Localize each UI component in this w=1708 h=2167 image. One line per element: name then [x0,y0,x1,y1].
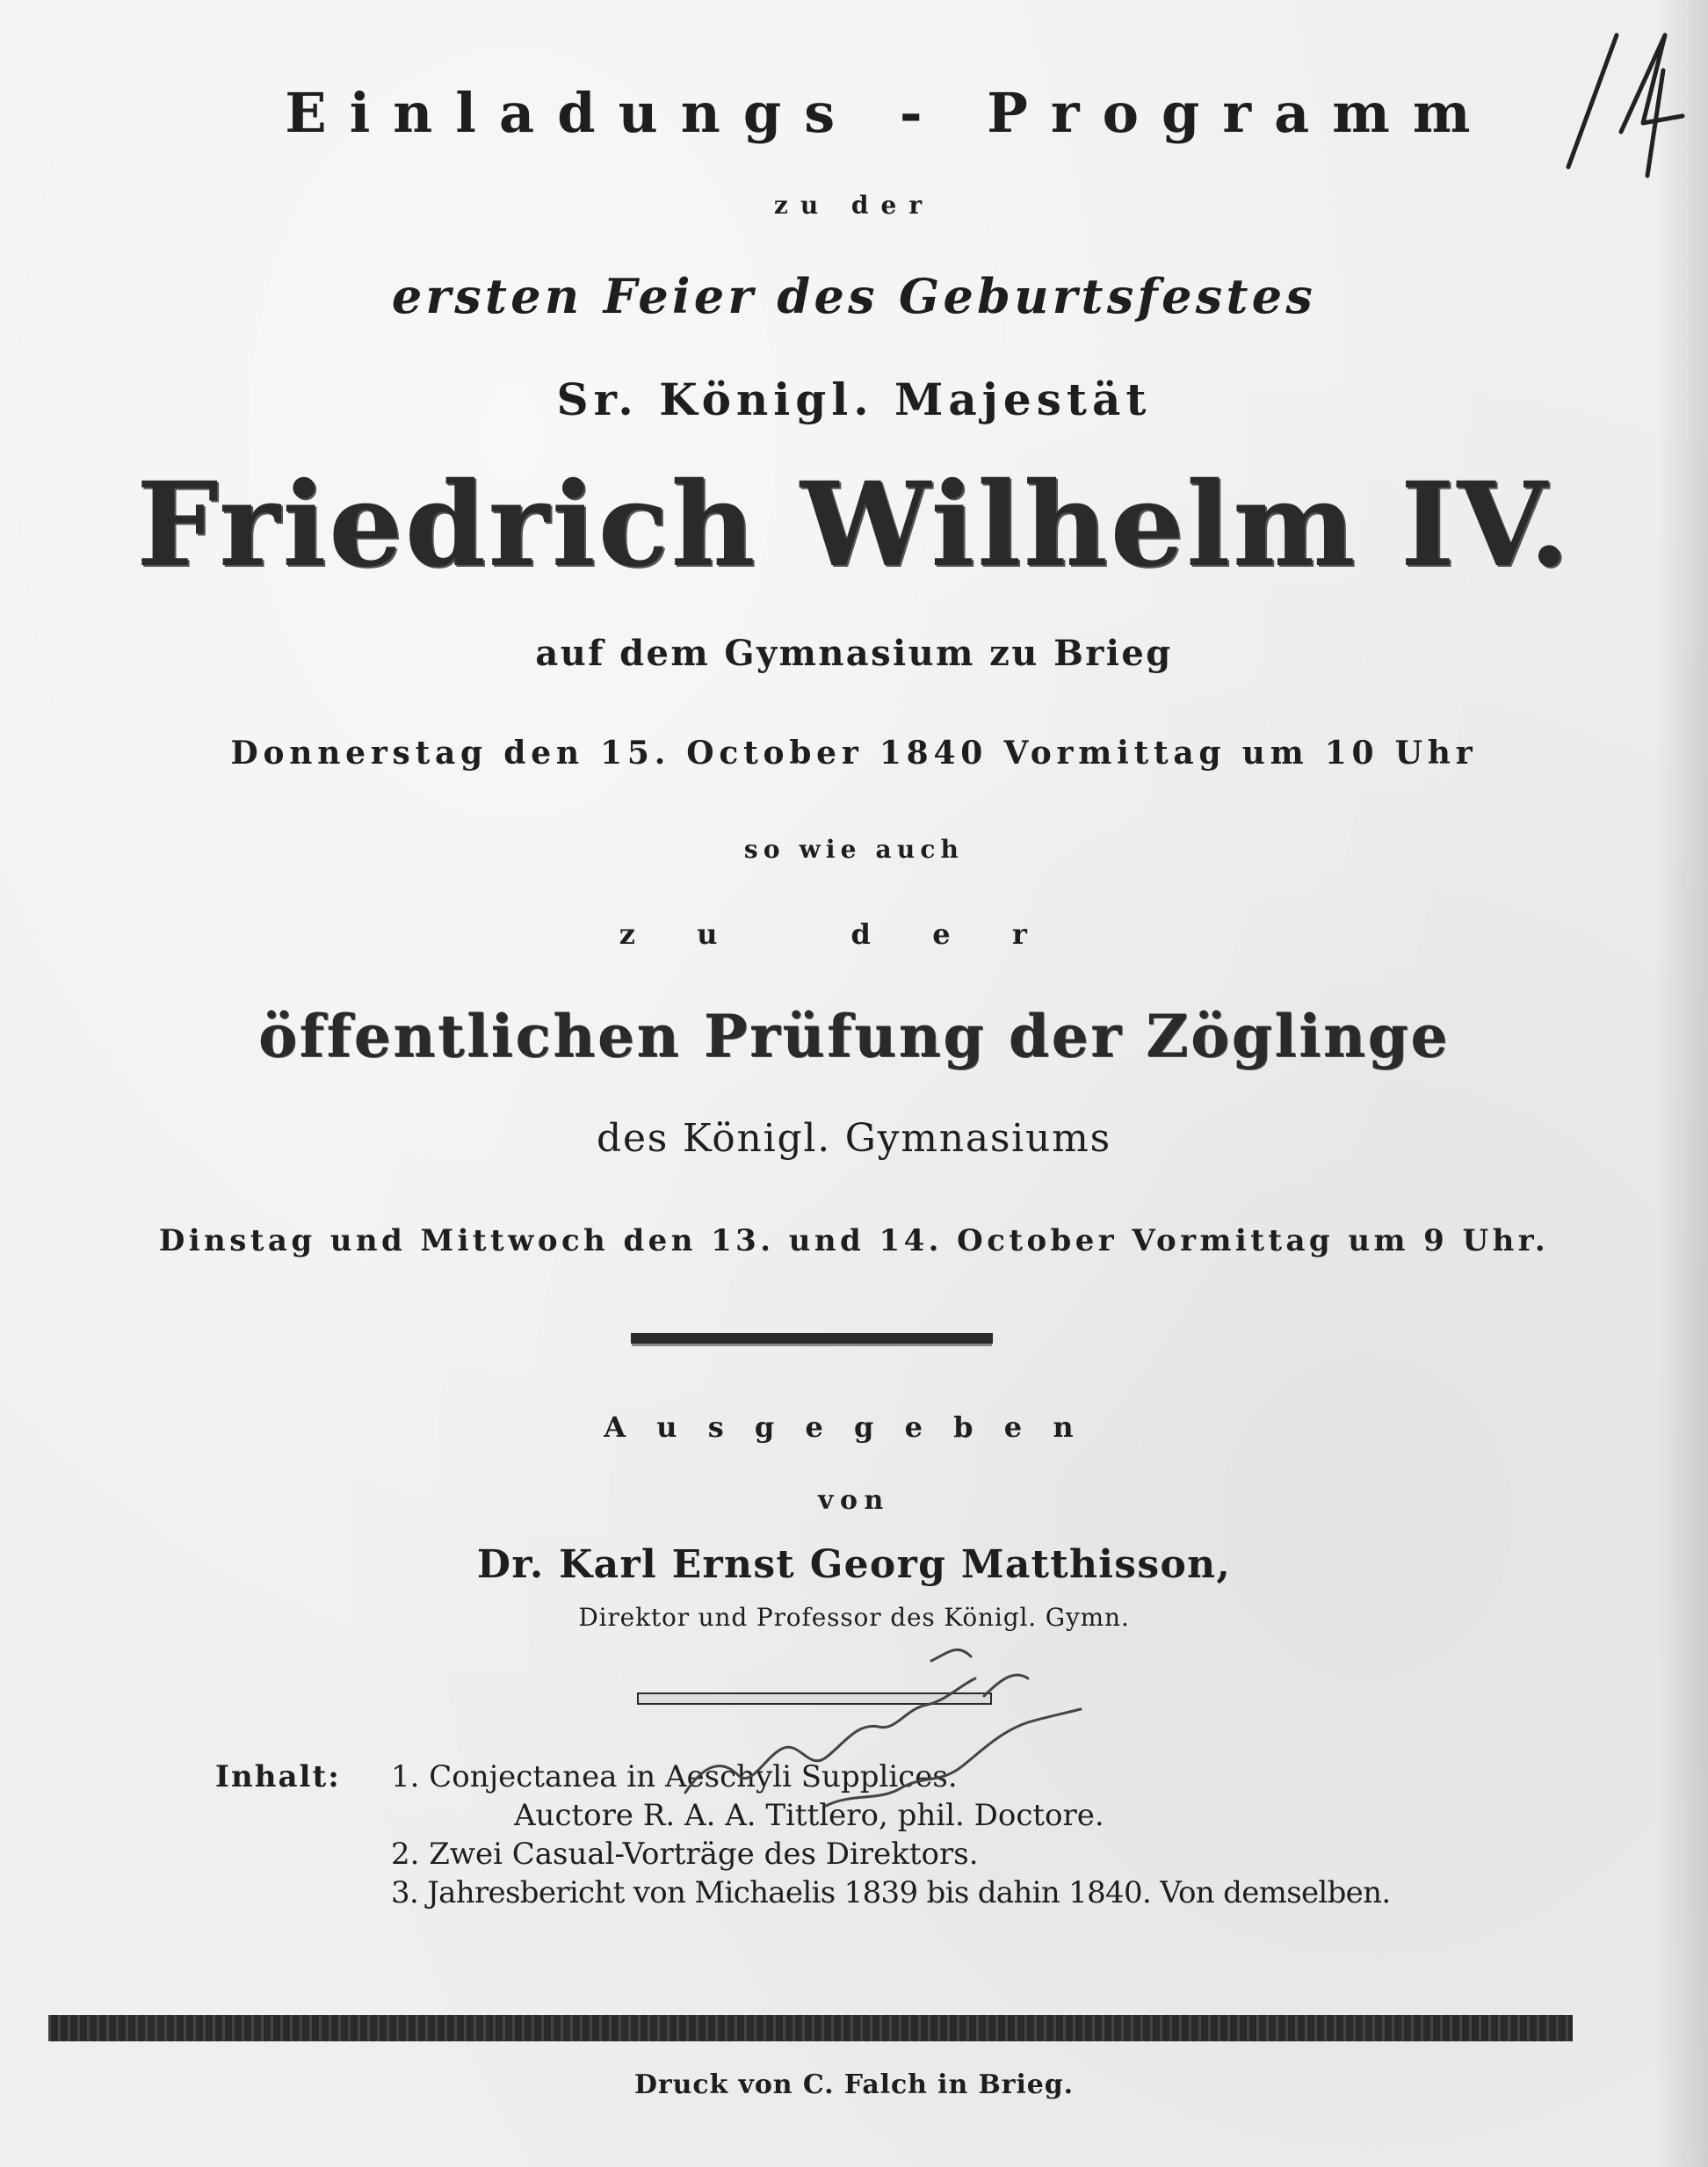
program-title: Einladungs - Programm [285,81,1494,145]
contents-label: Inhalt: [215,1759,341,1794]
page-edge-shadow [1655,0,1708,2167]
contents-item-2: 2. Zwei Casual-Vorträge des Direktors. [391,1837,979,1872]
majestaet-line: Sr. Königl. Majestät [556,373,1152,425]
date-line-1: Donnerstag den 15. October 1840 Vormittag um 10 Uhr [230,735,1478,772]
handwritten-signature [668,1626,1107,1828]
feier-line: ersten Feier des Geburtsfestes [391,268,1317,324]
so-wie-auch-line: so wie auch [743,835,965,864]
zu-der-line-1: zu der [773,191,935,220]
author-title: Direktor und Professor des Königl. Gymn. [578,1603,1130,1632]
contents-item-1: 1. Conjectanea in Aeschyli Supplices. [391,1759,958,1794]
contents-item-1-author: Auctore R. A. A. Tittlero, phil. Doctore. [514,1798,1104,1833]
zu-der-line-2: zu der [619,917,1089,951]
king-name: Friedrich Wilhelm IV. [136,457,1572,593]
pruefung-heading: öffentlichen Prüfung der Zöglinge [257,1002,1451,1070]
divider-rule-1 [631,1333,993,1344]
gymnasium-line: auf dem Gymnasium zu Brieg [535,633,1173,674]
contents-item-3: 3. Jahresbericht von Michaelis 1839 bis dahin 1840. Von demselben. [391,1875,1391,1910]
koenigl-gymnasium-line: des Königl. Gymnasiums [597,1116,1111,1161]
ausgegeben-line: Ausgegeben [604,1410,1104,1444]
bottom-ornamental-bar [48,2015,1573,2041]
author-name: Dr. Karl Ernst Georg Matthisson, [476,1542,1232,1587]
printer-line: Druck von C. Falch in Brieg. [634,2069,1074,2100]
date-line-2: Dinstag und Mittwoch den 13. und 14. October Vormittag um 9 Uhr. [158,1223,1550,1258]
von-line: von [818,1485,890,1516]
